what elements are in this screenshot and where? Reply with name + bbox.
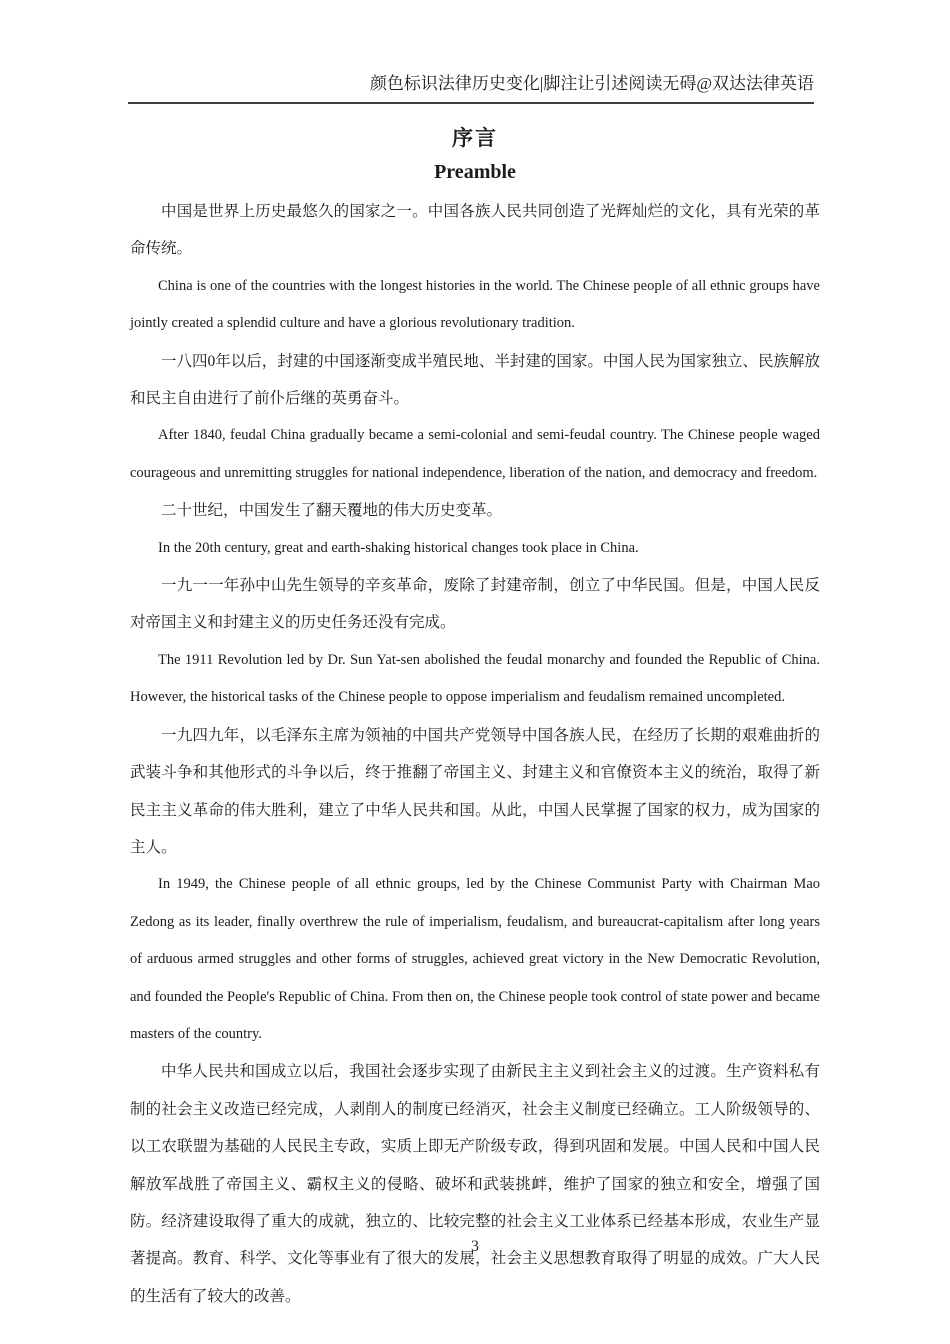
paragraph-zh: 一九一一年孙中山先生领导的辛亥革命，废除了封建帝制，创立了中华民国。但是，中国人民反对帝国主义和封建主义的历史任务还没有完成。: [130, 577, 820, 632]
paragraph-en: China is one of the countries with the longest histories in the world. The Chinese people of all ethnic groups have jointly created a splendid culture and have a glorious revolutionary tradition.: [130, 277, 820, 332]
paragraph-en: The 1911 Revolution led by Dr. Sun Yat-sen abolished the feudal monarchy and founded the Republic of China. However, the historical tasks of the Chinese people to oppose imperialism and feudalism remained uncompleted.: [130, 651, 820, 706]
paragraph-zh: 中华人民共和国成立以后，我国社会逐步实现了由新民主主义到社会主义的过渡。生产资料私有制的社会主义改造已经完成，人剥削人的制度已经消灭，社会主义制度已经确立。工人阶级领导的、以工农联盟为基础的人民民主专政，实质上即无产阶级专政，得到巩固和发展。中国人民和中国人民解放军战胜了帝国主义、霸权主义的侵略、破坏和武装挑衅，维护了国家的独立和安全，增强了国防。经济建设取得了重大的成就，独立的、比较完整的社会主义工业体系已经基本形成，农业生产显著提高。教育、科学、文化等事业有了很大的发展，社会主义思想教育取得了明显的成效。广大人民的生活有了较大的改善。: [130, 1063, 820, 1305]
page-number: 3: [471, 1238, 479, 1255]
document-title-chinese: 序言: [452, 126, 498, 150]
document-title-english: Preamble: [434, 161, 516, 183]
paragraph-en: In the 20th century, great and earth-shaking historical changes took place in China.: [158, 539, 639, 556]
paragraph-zh: 中国是世界上历史最悠久的国家之一。中国各族人民共同创造了光辉灿烂的文化，具有光荣的革命传统。: [130, 203, 820, 258]
document-body: [130, 193, 820, 1315]
paragraph-zh: 二十世纪，中国发生了翻天覆地的伟大历史变革。: [161, 502, 503, 520]
paragraph-en: In 1949, the Chinese people of all ethnic groups, led by the Chinese Communist Party with Chairman Mao Zedong as its leader, finally overthrew the rule of imperialism, feudalism, and bureaucrat-capitalism after long years of arduous armed struggles and other forms of struggles, achieved great victory in the New Democratic Revolution, and founded the People's Republic of China. From then on, the Chinese people took control of state power and became masters of the country.: [130, 876, 820, 1042]
paragraph-en: After 1840, feudal China gradually became a semi-colonial and semi-feudal country. The Chinese people waged courageous and unremitting struggles for national independence, liberation of the nation, and democracy and freedom.: [130, 427, 820, 481]
page-header-text: 颜色标识法律历史变化|脚注让引述阅读无碍@双达法律英语: [369, 74, 814, 93]
paragraph-zh: 一八四0年以后，封建的中国逐渐变成半殖民地、半封建的国家。中国人民为国家独立、民族解放和民主自由进行了前仆后继的英勇奋斗。: [130, 352, 820, 408]
header-rule-divider: [128, 102, 814, 104]
paragraph-zh: 一九四九年，以毛泽东主席为领袖的中国共产党领导中国各族人民，在经历了长期的艰难曲折的武装斗争和其他形式的斗争以后，终于推翻了帝国主义、封建主义和官僚资本主义的统治，取得了新民主主义革命的伟大胜利，建立了中华人民共和国。从此，中国人民掌握了国家的权力，成为国家的主人。: [130, 726, 820, 856]
